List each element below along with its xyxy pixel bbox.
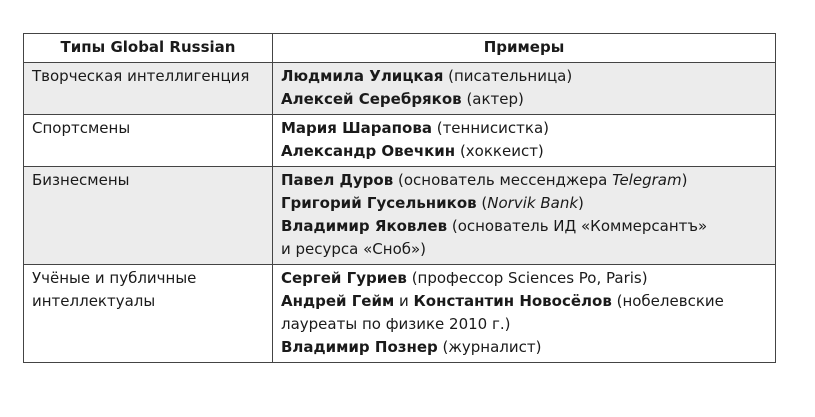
person-name: Людмила Улицкая [281,67,444,85]
header-row [24,34,776,63]
person-name: Александр Овечкин [281,142,456,160]
person-name: Григорий Гусельников [281,194,477,212]
example-line [281,117,769,140]
example-line [281,267,769,290]
type-label: Творческая интеллигенция [32,67,250,85]
example-line [281,215,769,238]
example-line [281,140,769,163]
person-name: Константин Новосёлов [413,292,612,310]
person-name: Владимир Яковлев [281,217,448,235]
description-text: и [394,292,414,310]
italic-text: Telegram [612,171,682,189]
type-label: Бизнесмены [32,171,130,189]
person-name: Сергей Гуриев [281,269,407,287]
header-examples: Примеры [273,34,776,63]
example-line [281,169,769,192]
description-text: (нобелевские [611,292,724,310]
description-text: (основатель ИД «Коммерсантъ» [447,217,708,235]
examples-cell [273,167,776,265]
description-text: ) [578,194,584,212]
example-line [281,336,769,359]
description-text: ) [681,171,688,189]
description-text: (актер) [461,90,524,108]
type-label-line: интеллектуалы [32,292,156,310]
table-row [24,115,776,167]
example-line [281,192,769,215]
description-text: ( [476,194,488,212]
description-text: (профессор Sciences Po, Paris) [406,269,648,287]
type-label-line: Учёные и публичные [32,269,197,287]
person-name: Алексей Серебряков [281,90,462,108]
examples-cell [273,63,776,115]
description-text: лауреаты по физике 2010 г.) [281,315,511,333]
example-line [281,88,769,111]
table-row [24,63,776,115]
description-text: (хоккеист) [455,142,544,160]
examples-cell [273,115,776,167]
example-line [281,65,769,88]
type-cell [24,63,273,115]
italic-text: Norvik Bank [487,194,579,212]
type-label: Спортсмены [32,119,131,137]
type-cell [24,115,273,167]
global-russian-table [23,33,776,363]
description-text: (писательница) [443,67,573,85]
table-row [24,167,776,265]
person-name: Павел Дуров [281,171,394,189]
description-text: и ресурса «Сноб») [281,240,427,258]
person-name: Мария Шарапова [281,119,432,137]
example-line [281,238,769,261]
description-text: (теннисистка) [431,119,549,137]
description-text: (основатель мессенджера [393,171,613,189]
header-types: Типы Global Russian [24,34,273,63]
table-row [24,265,776,363]
type-cell [24,265,273,363]
example-line [281,290,769,313]
type-cell [24,167,273,265]
person-name: Андрей Гейм [281,292,395,310]
description-text: (журналист) [437,338,542,356]
person-name: Владимир Познер [281,338,438,356]
examples-cell [273,265,776,363]
example-line [281,313,769,336]
